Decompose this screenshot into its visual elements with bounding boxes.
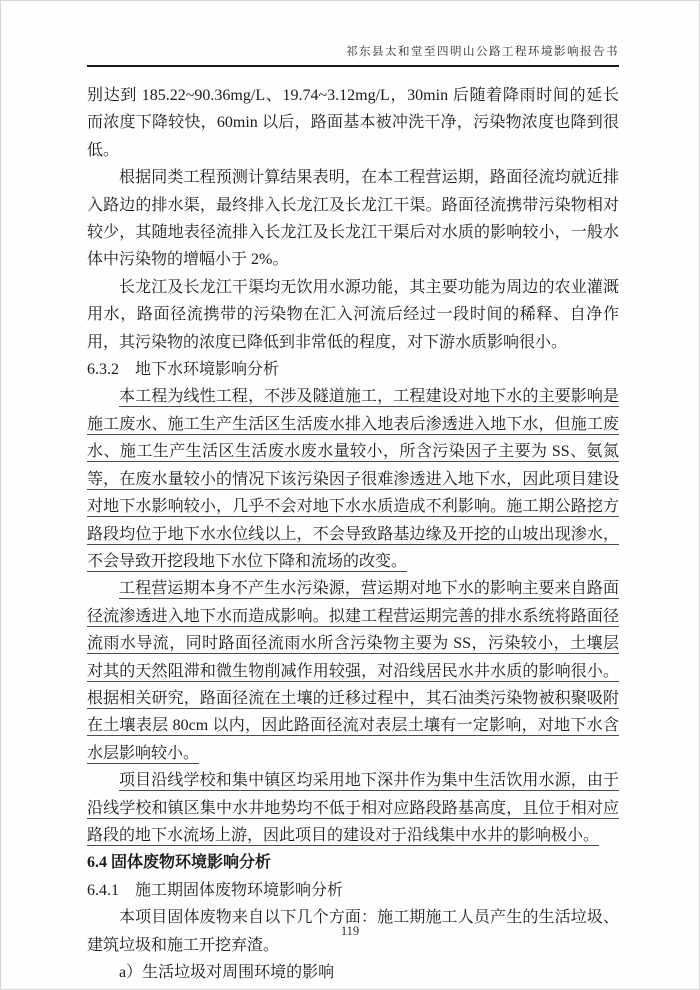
paragraph-underlined: 工程营运期本身不产生水污染源，营运期对地下水的影响主要来自路面径流渗透进入地下水而造成影响。拟建工程营运期完善的排水系统将路面径流雨水导流，同时路面径流雨水所含污染物主要为 SS，污染较小，土壤层对其的天然阻滞和微生物削减作用较强，对沿线居民水井水质的影响很小。根据相关研究，路面径流在土壤的迁移过程中，其石油类污染物被积聚吸附在土壤表层 80cm 以内，因此路面径流对表层土壤有一定影响，对地下水含水层影响较小。 [87,580,619,762]
document-body [87,82,619,986]
section-heading-6-3-2: 6.3.2 地下水环境影响分析 [87,361,280,379]
section-heading-6-4-1: 6.4.1 施工期固体废物环境影响分析 [87,881,344,899]
paragraph: 别达到 185.22~90.36mg/L、19.74~3.12mg/L，30min 后随着降雨时间的延长而浓度下降较快，60min 以后，路面基本被冲洗干净，污染物浓度也降到很低。 [87,87,619,159]
paragraph: 本项目固体废物来自以下几个方面：施工期施工人员产生的生活垃圾、建筑垃圾和施工开挖弃渣。 [87,909,619,954]
paragraph: 长龙江及长龙江干渠均无饮用水源功能，其主要功能为周边的农业灌溉用水，路面径流携带的污染物在汇入河流后经过一段时间的稀释、自净作用，其污染物的浓度已降低到非常低的程度，对下游水质影响很小。 [87,278,619,351]
list-item-a: a）生活垃圾对周围环境的影响 [119,964,335,981]
page-header: 祁东县太和堂至四明山公路工程环境影响报告书 [87,43,619,67]
paragraph-underlined: 本工程为线性工程，不涉及隧道施工，工程建设对地下水的主要影响是施工废水、施工生产生活区生活废水排入地表后渗透进入地下水，但施工废水、施工生产生活区生活废水废水量较小，所含污染因子主要为 SS、氨氮等，在废水量较小的情况下该污染因子很难渗透进入地下水，因此项目建设对地下水影响较小，几乎不会对地下水水质造成不利影响。施工期公路挖方路段均位于地下水水位线以上，不会导致路基边缘及开挖的山坡出现渗水，不会导致开挖段地下水位下降和流场的改变。 [87,388,619,570]
page-number: 119 [340,924,360,938]
paragraph: 根据同类工程预测计算结果表明，在本工程营运期，路面径流均就近排入路边的排水渠，最终排入长龙江及长龙江干渠。路面径流携带污染物相对较少，其随地表径流排入长龙江及长龙江干渠后对水质的影响较小，一般水体中污染物的增幅小于 2%。 [87,169,619,269]
paragraph-underlined: 项目沿线学校和集中镇区均采用地下深井作为集中生活饮用水源，由于沿线学校和镇区集中水井地势均不低于相对应路段路基高度，且位于相对应路段的地下水流场上游，因此项目的建设对于沿线集中水井的影响极小。 [87,772,619,844]
section-heading-6-4: 6.4 固体废物环境影响分析 [87,854,272,872]
